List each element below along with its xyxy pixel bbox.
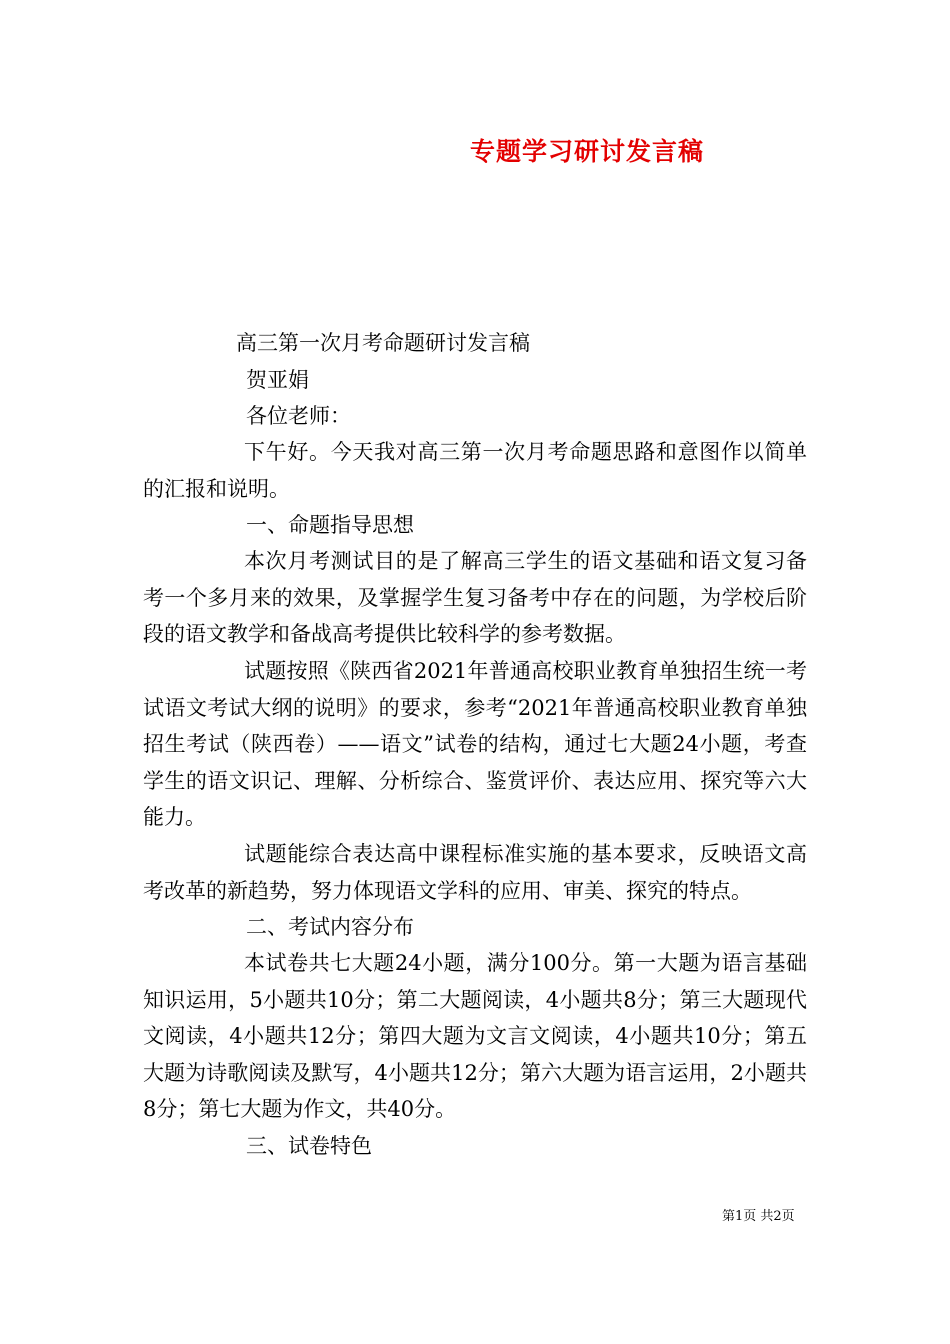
- document-subtitle: 高三第一次月考命题研讨发言稿: [236, 331, 530, 355]
- paragraph-greeting: 下午好。今天我对高三第一次月考命题思路和意图作以简单的汇报和说明。: [143, 440, 807, 501]
- paragraph-standards: 试题能综合表达高中课程标准实施的基本要求，反映语文高考改革的新趋势，努力体现语文学科的应用、审美、探究的特点。: [143, 842, 807, 903]
- salutation: 各位老师：: [246, 404, 351, 428]
- section-heading-1: 一、命题指导思想: [246, 513, 414, 537]
- author-name: 贺亚娟: [246, 368, 309, 392]
- page-number: 第1页 共2页: [722, 1209, 795, 1224]
- section-heading-3: 三、试卷特色: [246, 1134, 372, 1158]
- section-heading-2: 二、考试内容分布: [246, 915, 414, 939]
- paragraph-syllabus: 试题按照《陕西省2021年普通高校职业教育单独招生统一考试语文考试大纲的说明》的要求，参考“2021年普通高校职业教育单独招生考试（陕西卷）——语文”试卷的结构，通过七大题24小题，考查学生的语文识记、理解、分析综合、鉴赏评价、表达应用、探究等六大能力。: [143, 659, 807, 829]
- paragraph-purpose: 本次月考测试目的是了解高三学生的语文基础和语文复习备考一个多月来的效果，及掌握学生复习备考中存在的问题，为学校后阶段的语文教学和备战高考提供比较科学的参考数据。: [143, 549, 807, 646]
- paragraph-distribution: 本试卷共七大题24小题，满分100分。第一大题为语言基础知识运用，5小题共10分；第二大题阅读，4小题共8分；第三大题现代文阅读，4小题共12分；第四大题为文言文阅读，4小题共10分；第五大题为诗歌阅读及默写，4小题共12分；第六大题为语言运用，2小题共8分；第七大题为作文，共40分。: [143, 951, 807, 1121]
- document-title: 专题学习研讨发言稿: [470, 137, 705, 166]
